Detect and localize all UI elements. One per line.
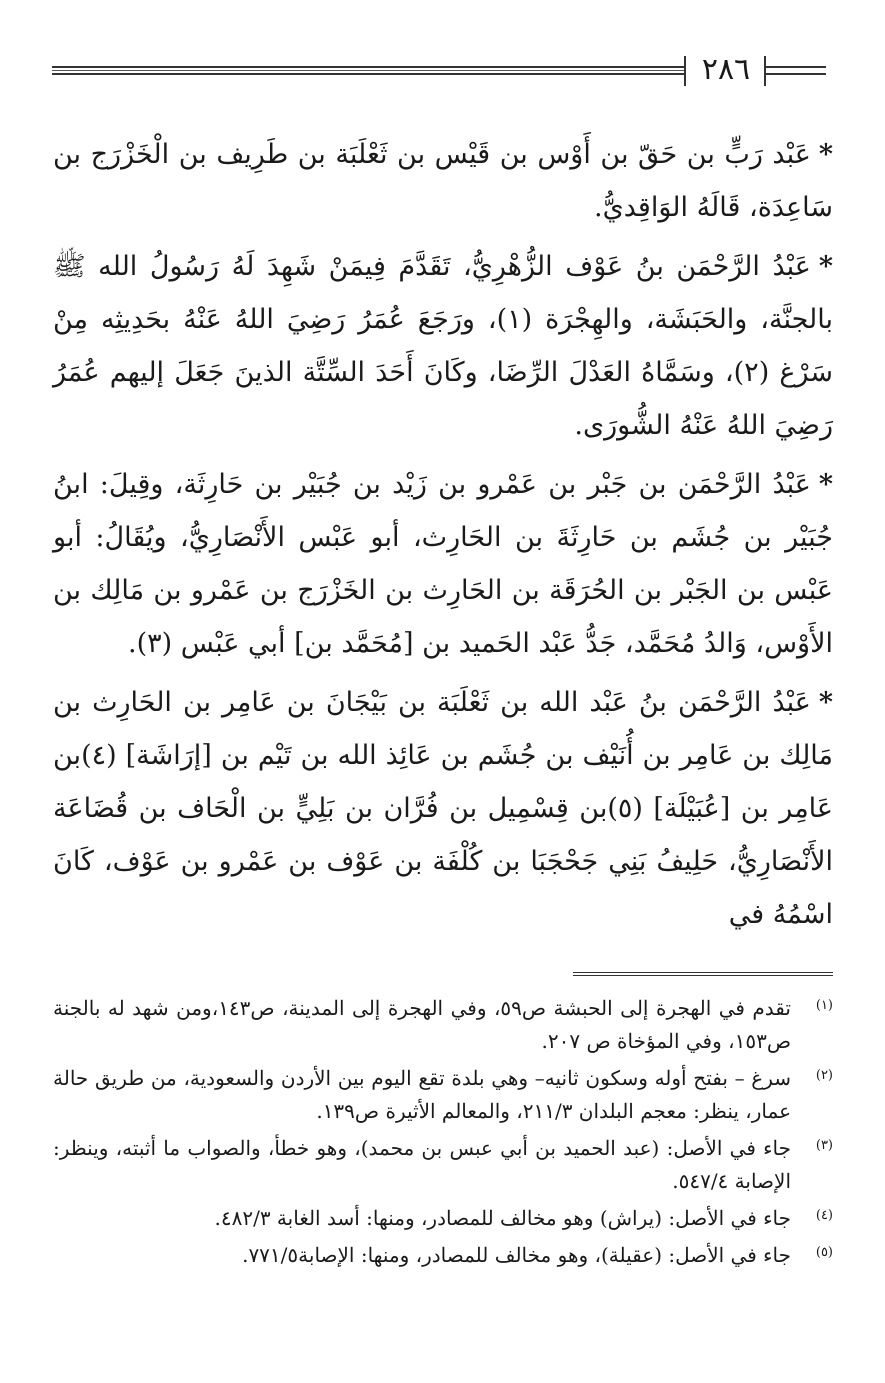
- header-rule-left: [52, 66, 684, 75]
- page-number: ٢٨٦: [701, 52, 751, 87]
- entry: [53, 240, 833, 452]
- entry-text: عَبْدُ الرَّحْمَن بنُ عَوْف الزُّهْرِيُّ، تَقَدَّمَ فِيمَنْ شَهِدَ لَهُ رَسُولُ الله ﷺ بالجنَّة، والحَبَشَة، والهِجْرَة (١)، ورَجَعَ عُمَرُ رَضِيَ اللهُ عَنْهُ بحَدِيثِه مِنْ سَرْغ (٢)، وسَمَّاهُ العَدْلَ الرِّضَا، وكَانَ أَحَدَ السِّتَّة الذينَ جَعَلَ إليهم عُمَرُ رَضِيَ اللهُ عَنْهُ الشُّورَى.: [53, 251, 833, 441]
- entry: [53, 676, 833, 941]
- footnotes: [53, 992, 833, 1276]
- footnote-text: سرغ – بفتح أوله وسكون ثانيه– وهي بلدة تقع اليوم بين الأردن والسعودية، من طريق حالة عمار، ينظر: معجم البلدان ٢١١/٣، والمعالم الأثيرة ص١٣٩.: [53, 1066, 791, 1123]
- footnote: [53, 1239, 833, 1272]
- footnote-text: تقدم في الهجرة إلى الحبشة ص٥٩، وفي الهجرة إلى المدينة، ص١٤٣،ومن شهد له بالجنة ص١٥٣، وفي المؤخاة ص ٢٠٧.: [53, 996, 791, 1053]
- entry-text: عَبْدُ الرَّحْمَن بن جَبْر بن عَمْرو بن زَيْد بن جُبَيْر بن حَارِثَة، وقِيلَ: ابنُ جُبَيْر بن جُشَم بن حَارِثَةَ بن الحَارِث، أبو عَبْس الأَنْصَارِيُّ، ويُقَالُ: أبو عَبْس بن الجَبْر بن الحُرَقَة بن الحَارِث بن الخَزْرَج بن عَمْرو بن مَالِك بن الأَوْس، وَالدُ مُحَمَّد، جَدُّ عَبْد الحَميد بن [مُحَمَّد بن] أبي عَبْس (٣).: [53, 469, 833, 659]
- footnote-number: (١): [815, 998, 833, 1013]
- footnote: [53, 1132, 833, 1198]
- footnote-text: جاء في الأصل: (عبد الحميد بن أبي عبس بن محمد)، وهو خطأ، والصواب ما أثبته، وينظر: الإصابة ٥٤٧/٤.: [53, 1136, 791, 1193]
- entry: [53, 128, 833, 234]
- entry-text: عَبْد رَبٍّ بن حَقّ بن أَوْس بن قَيْس بن ثَعْلَبَة بن طَرِيف بن الْخَزْرَج بن سَاعِدَة، قَالَهُ الوَاقِديُّ.: [53, 139, 833, 223]
- footnote-text: جاء في الأصل: (يراش) وهو مخالف للمصادر، ومنها: أسد الغابة ٤٨٢/٣.: [214, 1206, 791, 1230]
- footnote-number: (٥): [815, 1245, 833, 1260]
- main-text: [53, 128, 833, 947]
- footnote-number: (٤): [815, 1208, 833, 1223]
- header-tick-left: [684, 56, 686, 86]
- entry-text: عَبْدُ الرَّحْمَن بنُ عَبْد الله بن ثَعْلَبَة بن بَيْجَانَ بن عَامِر بن الحَارِث بن مَالِك بن عَامِر بن أُنَيْف بن جُشَم بن عَائِذ الله بن تَيْم بن [إرَاشَة] (٤)بن عَامِر بن [عُبَيْلَة] (٥)بن قِسْمِيل بن فُرَّان بن بَلِيٍّ بن الْحَاف بن قُضَاعَة الأَنْصَارِيُّ، حَلِيفُ بَنِي جَحْجَبَا بن كُلْفَة بن عَوْف بن عَمْرو بن عَوْف، كَانَ اسْمُهُ في: [53, 687, 833, 930]
- footnote: [53, 1202, 833, 1235]
- entry-bullet: *: [818, 251, 833, 282]
- footnote: [53, 992, 833, 1058]
- entry-bullet: *: [818, 687, 833, 718]
- entry-bullet: *: [818, 139, 833, 170]
- page-header: [52, 52, 826, 92]
- entry: [53, 458, 833, 670]
- entry-bullet: *: [818, 469, 833, 500]
- footnote-text: جاء في الأصل: (عقيلة)، وهو مخالف للمصادر، ومنها: الإصابة٧٧١/٥.: [242, 1243, 791, 1267]
- header-rule-right: [766, 66, 826, 75]
- footnote: [53, 1062, 833, 1128]
- footnote-number: (٣): [815, 1138, 833, 1153]
- footnote-separator: [573, 972, 833, 976]
- footnote-number: (٢): [815, 1068, 833, 1083]
